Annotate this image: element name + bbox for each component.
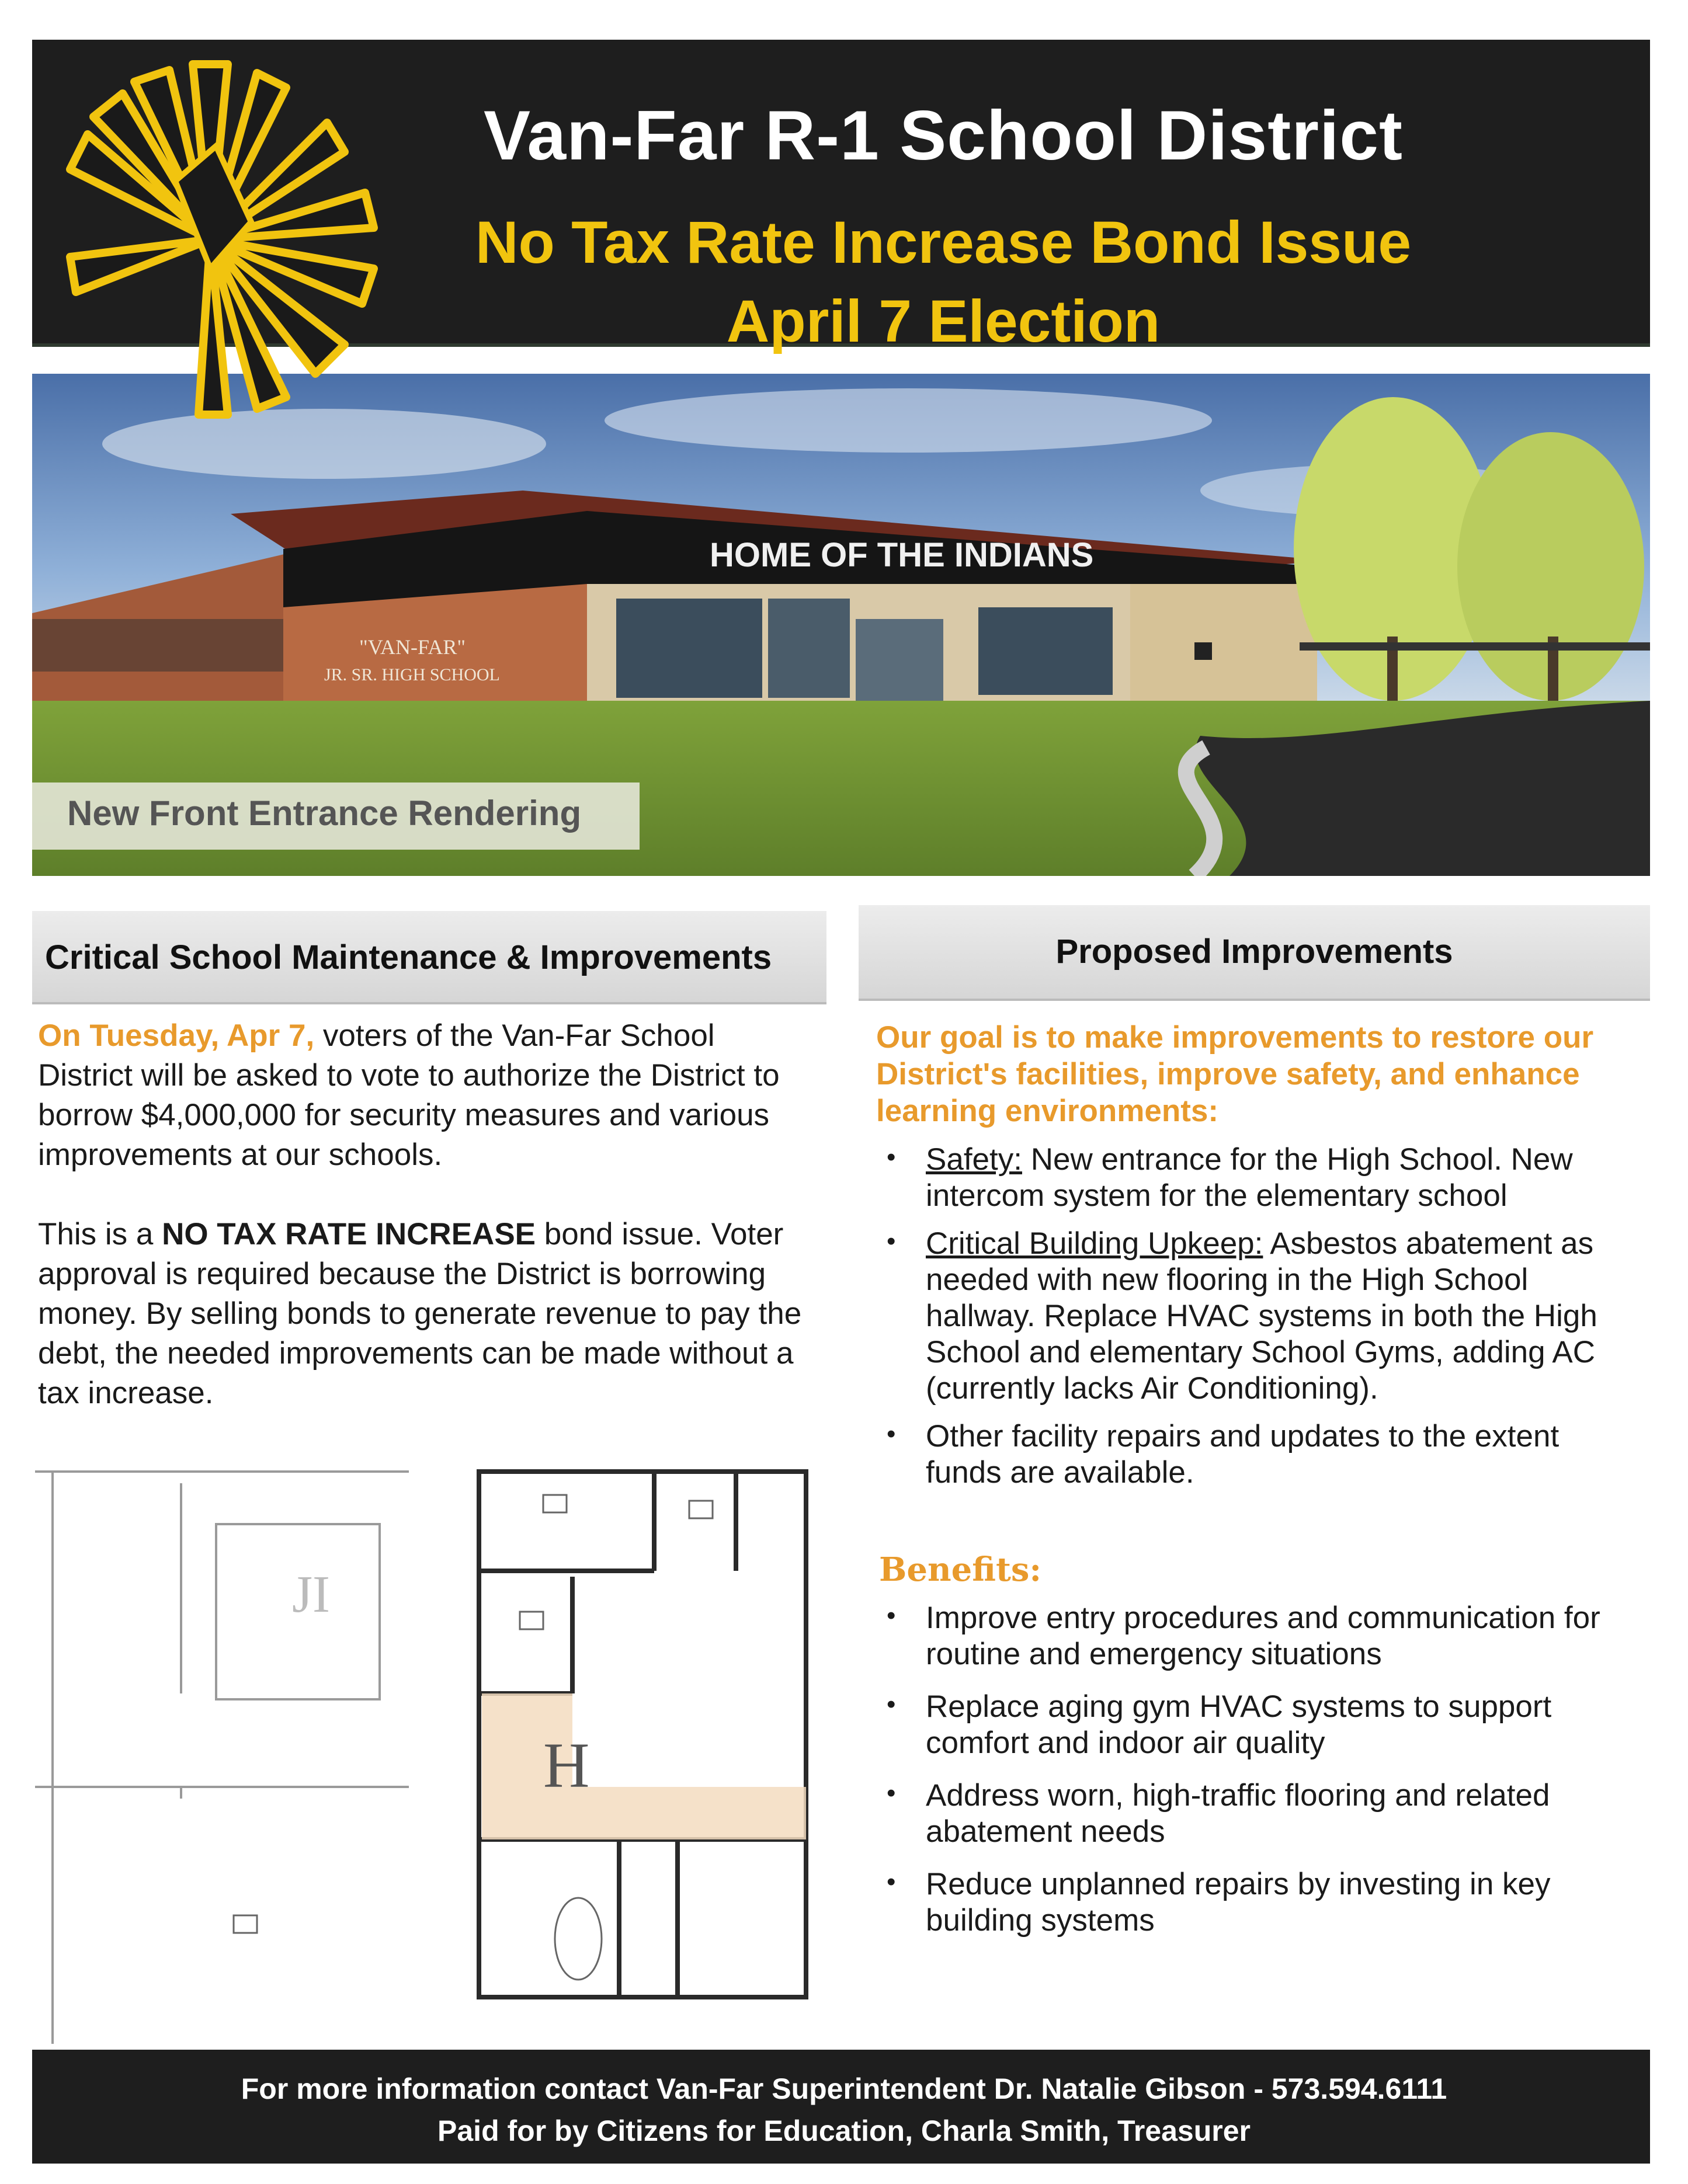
proposed-improvements-heading: Proposed Improvements: [859, 905, 1650, 1001]
paid-for-disclaimer: Paid for by Citizens for Education, Charla Smith, Treasurer: [437, 2115, 1251, 2147]
improvement-text: Other facility repairs and updates to the extent funds are available.: [926, 1419, 1560, 1490]
benefits-heading: Benefits:: [879, 1550, 1042, 1589]
improvement-label: Safety:: [926, 1142, 1022, 1177]
no-tax-paragraph: [38, 1215, 815, 1413]
improvements-list: [876, 1142, 1635, 1503]
benefits-list: [876, 1600, 1635, 1955]
list-item: • Reduce unplanned repairs by investing in key building systems: [876, 1866, 1635, 1939]
goal-statement: Our goal is to make improvements to restore our District's facilities, improve safety, and enhance learning environments:: [876, 1020, 1594, 1128]
list-item: • Improve entry procedures and communication for routine and emergency situations: [876, 1600, 1635, 1672]
list-item: • Replace aging gym HVAC systems to support comfort and indoor air quality: [876, 1689, 1635, 1761]
list-item: [876, 1226, 1635, 1407]
subtitle-line-2: April 7 Election: [726, 288, 1161, 354]
building-letters-vanfar: "VAN-FAR": [359, 635, 466, 659]
list-item: [876, 1418, 1635, 1491]
election-date-lead: On Tuesday, Apr 7,: [38, 1018, 315, 1053]
maintenance-section-body: [38, 1016, 815, 1453]
maintenance-section-heading: Critical School Maintenance & Improvements: [32, 911, 826, 1004]
no-tax-emphasis: NO TAX RATE INCREASE: [162, 1217, 536, 1251]
election-paragraph: [38, 1016, 815, 1175]
improvement-label: Critical Building Upkeep:: [926, 1226, 1263, 1261]
district-title: Van-Far R-1 School District: [484, 96, 1403, 175]
sign-home-of-the-indians: HOME OF THE INDIANS: [710, 536, 1094, 574]
list-item: • Address worn, high-traffic flooring and related abatement needs: [876, 1778, 1635, 1850]
improvement-text: Asbestos abatement as needed with new flooring in the High School hallway. Replace HVAC systems in both the High School and elementary School Gyms, adding AC (currently lacks Air Conditioning).: [926, 1226, 1597, 1406]
floor-plan-diagram: [35, 1460, 835, 2050]
subtitle-line-1: No Tax Rate Increase Bond Issue: [475, 209, 1412, 276]
no-tax-text-a: This is a: [38, 1217, 162, 1251]
building-letters-school: JR. SR. HIGH SCHOOL: [324, 665, 500, 684]
no-tax-text-b: bond issue. Voter approval is required because the District is borrowing money. By selling bonds to generate revenue to pay the debt, the needed improvements can be made without a tax increase.: [38, 1217, 802, 1410]
svg-text:H: H: [543, 1730, 590, 1801]
election-paragraph-text: voters of the Van-Far School District will be asked to vote to authorize the District to borrow $4,000,000 for security measures and various improvements at our schools.: [38, 1018, 780, 1172]
rendering-caption: New Front Entrance Rendering: [67, 794, 582, 833]
improvement-text: New entrance for the High School. New intercom system for the elementary school: [926, 1142, 1573, 1213]
svg-text:JI: JI: [292, 1566, 330, 1623]
contact-info: For more information contact Van-Far Superintendent Dr. Natalie Gibson - 573.594.6111: [241, 2072, 1447, 2105]
list-item: [876, 1142, 1635, 1214]
district-logo-icon: [35, 47, 397, 432]
